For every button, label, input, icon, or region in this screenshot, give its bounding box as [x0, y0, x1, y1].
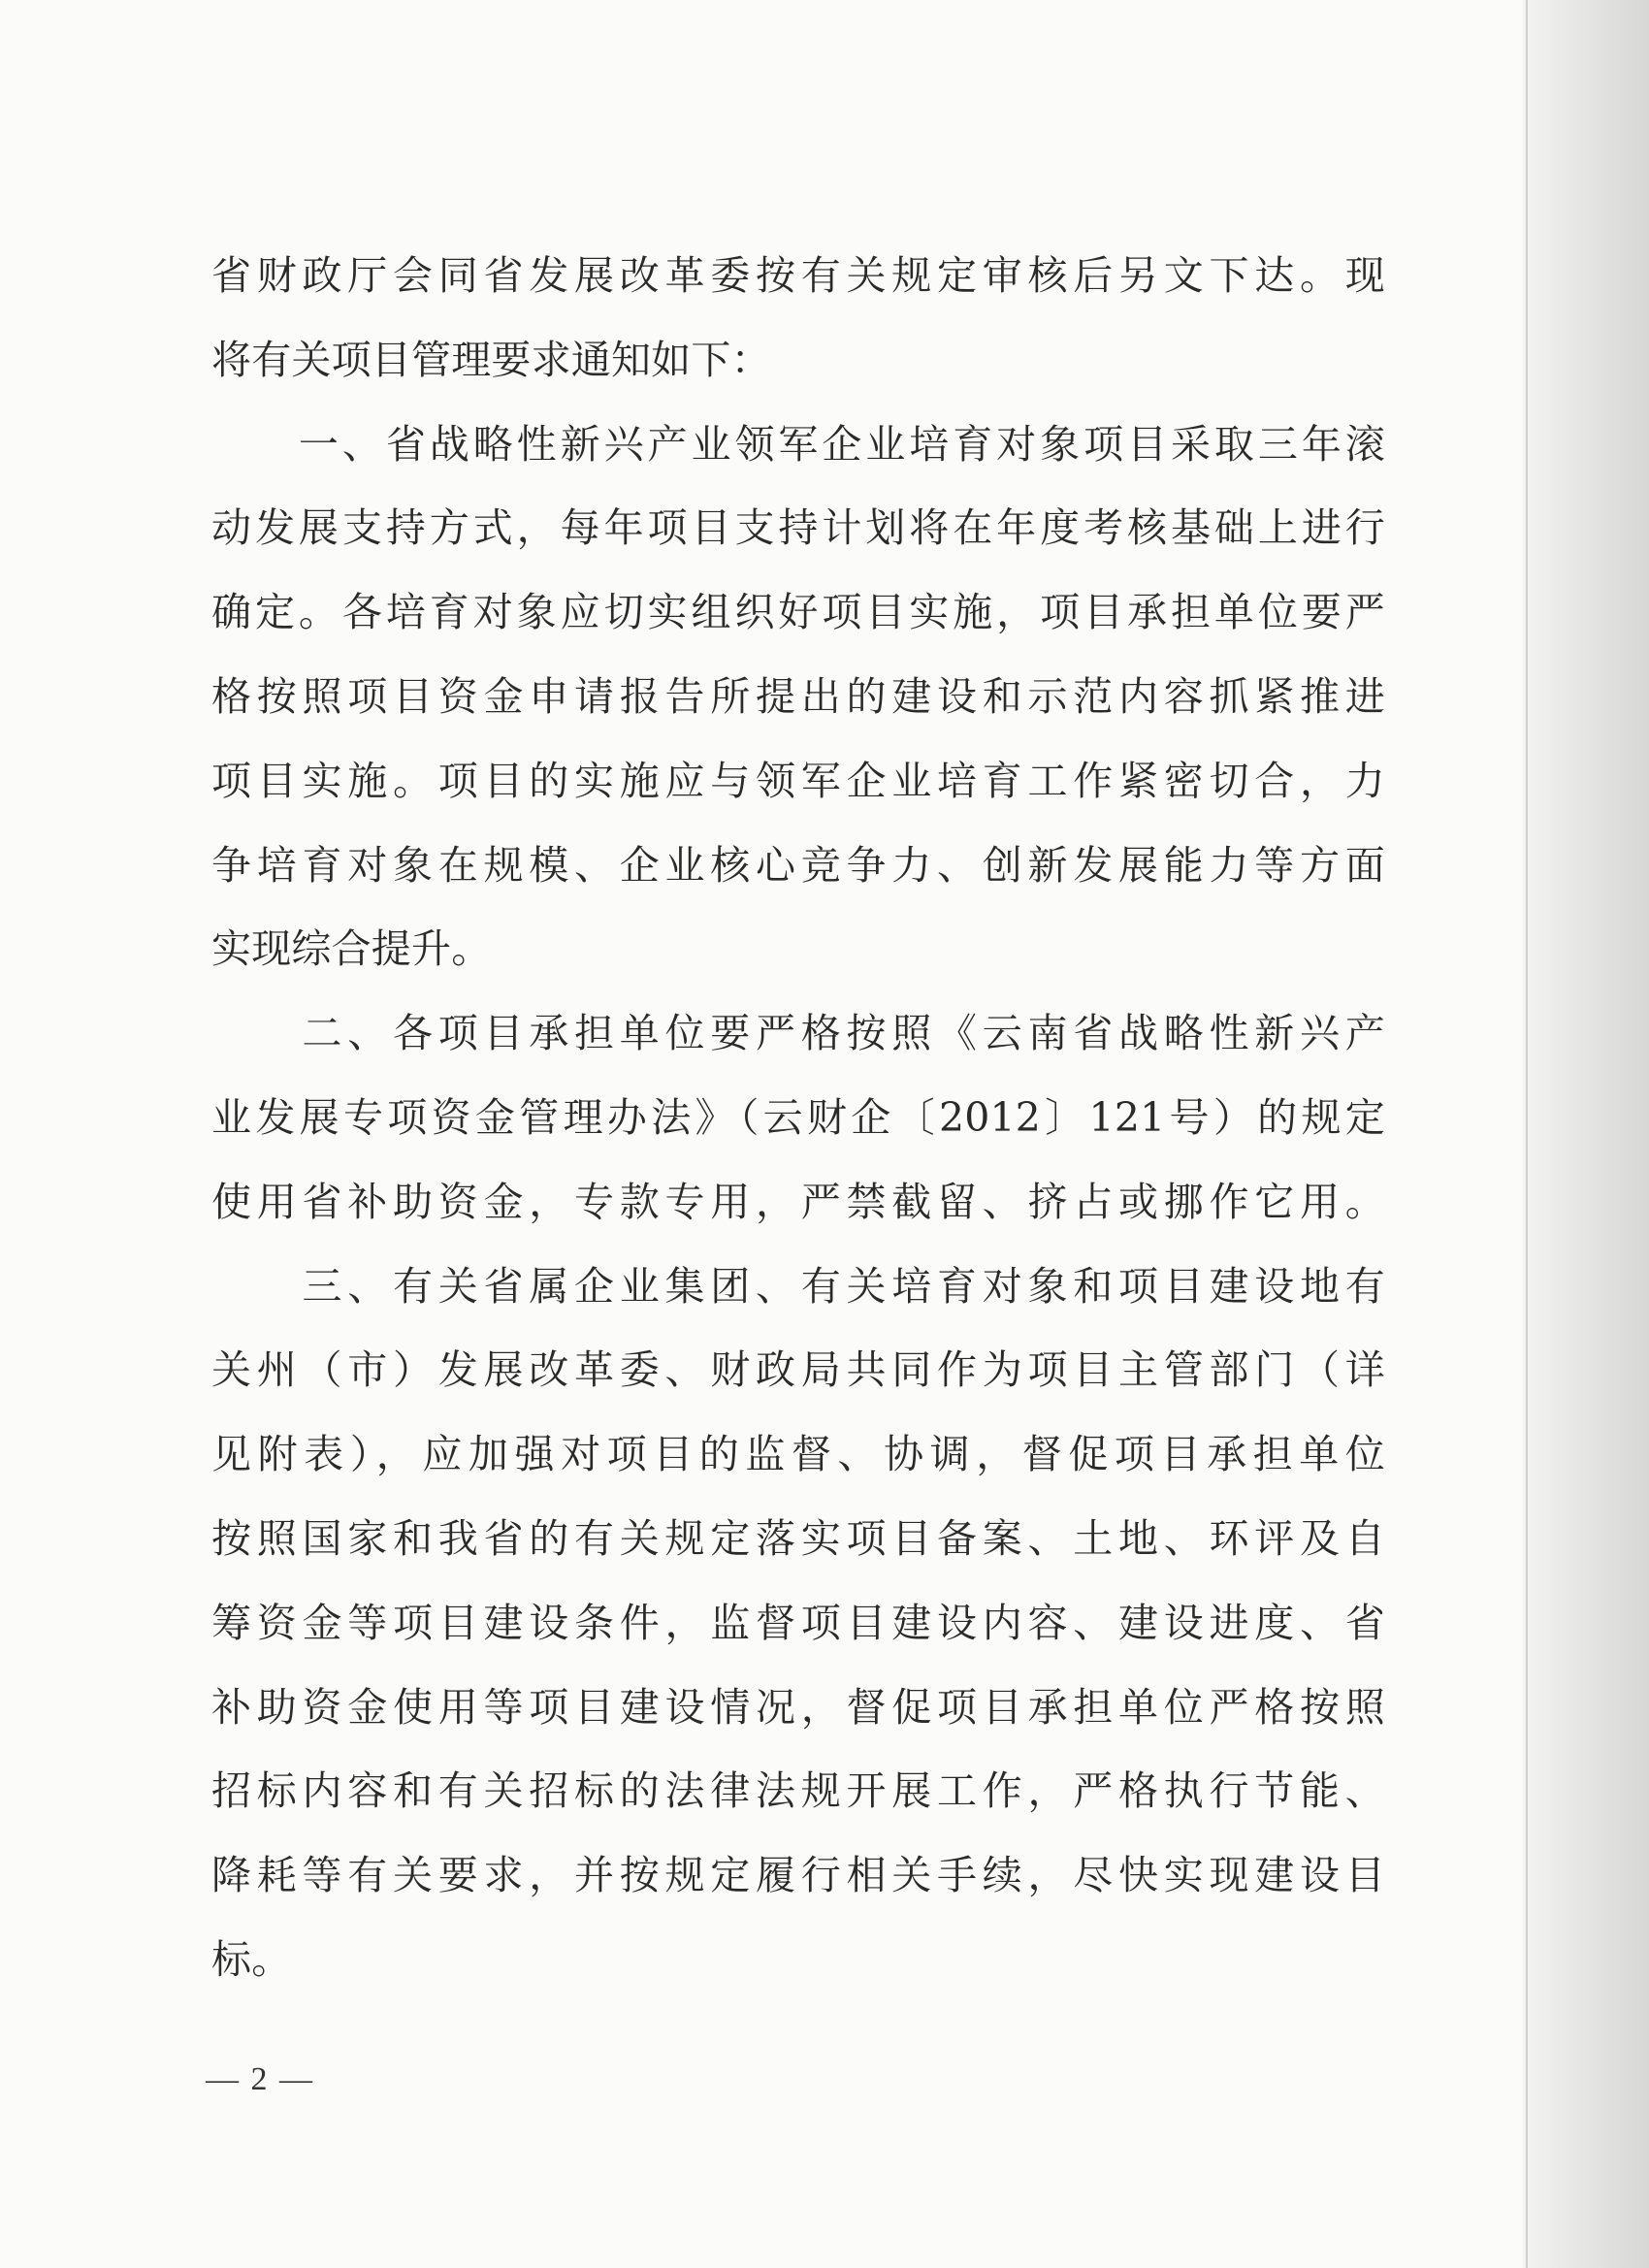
text-line: 招标内容和有关招标的法律法规开展工作，严格执行节能、: [211, 1767, 1385, 1815]
document-body: [211, 247, 1385, 2016]
text-line: 格按照项目资金申请报告所提出的建设和示范内容抓紧推进: [211, 672, 1385, 720]
text-line: 动发展支持方式，每年项目支持计划将在年度考核基础上进行: [211, 504, 1385, 552]
text-line: 补助资金使用等项目建设情况，督促项目承担单位严格按照: [211, 1683, 1385, 1731]
text-line: 按照国家和我省的有关规定落实项目备案、土地、环评及自: [211, 1514, 1385, 1562]
text-line: 降耗等有关要求，并按规定履行相关手续，尽快实现建设目: [211, 1852, 1385, 1899]
text-line: 项目实施。项目的实施应与领军企业培育工作紧密切合，力: [211, 757, 1385, 804]
text-line: 二、各项目承担单位要严格按照《云南省战略性新兴产: [211, 1010, 1385, 1057]
text-line: 实现综合提升。: [211, 925, 492, 973]
text-line: 筹资金等项目建设条件，监督项目建设内容、建设进度、省: [211, 1599, 1385, 1646]
page-number: — 2 —: [206, 2061, 314, 2097]
text-line: 将有关项目管理要求通知如下：: [211, 336, 771, 383]
page-edge-line: [1526, 0, 1528, 2268]
text-line: 三、有关省属企业集团、有关培育对象和项目建设地有: [211, 1262, 1385, 1310]
text-line: 关州（市）发展改革委、财政局共同作为项目主管部门（详: [211, 1346, 1385, 1394]
text-line: 使用省补助资金，专款专用，严禁截留、挤占或挪作它用。: [211, 1178, 1385, 1225]
text-line: 省财政厅会同省发展改革委按有关规定审核后另文下达。现: [211, 252, 1385, 299]
text-line: 争培育对象在规模、企业核心竞争力、创新发展能力等方面: [211, 841, 1385, 889]
text-line: 确定。各培育对象应切实组织好项目实施，项目承担单位要严: [211, 589, 1385, 636]
text-line: 一、省战略性新兴产业领军企业培育对象项目采取三年滚: [211, 420, 1385, 468]
page-edge-shadow: [1523, 0, 1649, 2268]
text-line: 标。: [211, 1935, 292, 1983]
text-line: 业发展专项资金管理办法》（云财企〔2012〕121号）的规定: [211, 1093, 1385, 1141]
text-line: 见附表），应加强对项目的监督、协调，督促项目承担单位: [211, 1431, 1385, 1478]
